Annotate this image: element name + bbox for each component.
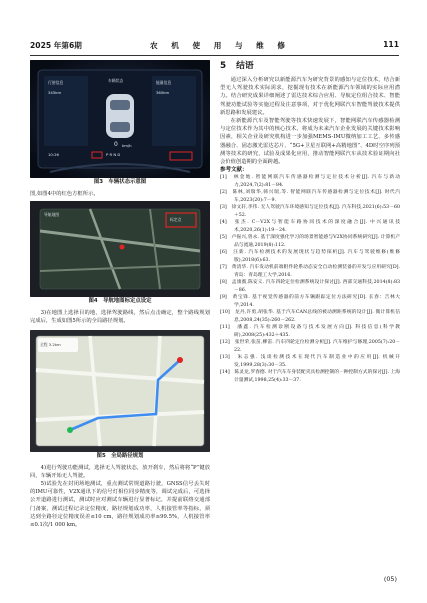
nav-title: 导航地图 (44, 212, 60, 218)
reference-item: [3] 徐文轩,李伟. 无人驾驶汽车环境感知与定位技术[J]. 汽车科技,2021(6):53－60＋52. (220, 205, 400, 218)
reference-item: [8] 孟康薇,陈安义. 汽车四轮定位检测系统设计探讨[J]. 西部交通科技,2014(8):83－86. (220, 280, 400, 293)
paragraph-step-4: 4)进行驾驶功能测试，选择无人驾驶状态，放开刹车，然后将将“P”键放回，车辆开始无人驾驶。 (30, 464, 210, 479)
conclusion-paragraph-2: 在新能源汽车及智能驾驶等技术快速发展下，智能网联汽车传感器检测与定位技术作为其中的核心技术，将成为未来汽车企业发展的关键技术影响因素，相关企业及研究机构进一步加强MEMS-IMU微纳加工工艺、多传感器融合、固态激光雷达芯片、“5G+卫星互联网+高精地图”、4D时空序列预测等技术的研究，试验及成果化应用，推动智能网联汽车从技术验证期向社会价值创造期的全面跨越。 (220, 118, 400, 166)
dash-panel-status: 车辆状态 (108, 78, 124, 83)
figure-path-planning-photo (30, 330, 210, 452)
paragraph-step-3: 3)在地图上选择目的地，选择驾驶路线，然后点击确定，整个路线规划完成后，生成如图5所示的全局路径规划。 (30, 310, 210, 325)
reference-item: [12] 张世荣,张苗,柳雷. 汽车四轮定位检测分析[J]. 汽车维护与修理,2005(7):20－22. (220, 340, 400, 353)
reference-item: [2] 陈林,刘瑞华,韩兴瑞,等. 智能网联汽车传感器检测与定位技术[J]. 时代汽车,2023(20):7－9. (220, 190, 400, 203)
conclusion-paragraph-1: 通过深入分析研究以新能源汽车为研究背景的感知与定位技术，结合新型无人驾驶技术实际需求，挖掘现有技术在新能源汽车领域的实际应用潜力。结合研究成果详细阐述了雷达技术综合应用、导航定位组合技术、智能驾驶功能试验等实施过程及注意事项，对于优化网联汽车智能驾驶技术提供新思路和发展建议。 (220, 77, 400, 116)
right-column (220, 60, 400, 384)
reference-item: [13] 朱志强. 浅谈检测技术在现代汽车制造业中的应用[J]. 机械开发,1999,28(3):30－35. (220, 355, 400, 368)
end-point-icon (177, 357, 183, 363)
path-plan-illustration (30, 330, 210, 452)
references-title: 参考文献： (220, 167, 248, 174)
map-pin-icon (120, 245, 125, 250)
reference-item: [1] 林金地. 智能网联汽车传感器检测与定位技术分析[J]. 汽车与新动力,2024,7(2):81－84. (220, 175, 400, 188)
dash-clock: 10:26 (48, 152, 59, 157)
section-number: 5 (220, 61, 227, 71)
page-number: 111 (383, 40, 399, 49)
issue-label: 2025 年第6期 (30, 41, 82, 50)
reference-item: [6] 汪新. 汽车检测技术的发展现状与趋势探析[J]. 汽车与驾驶维修(维修版),2018(6):63. (220, 250, 400, 263)
left-column (30, 60, 210, 529)
dash-gears: P R N D (106, 152, 121, 157)
paragraph-step-5: 5)试验先在封闭场地测试，重点测试常规道路行驶，GNSS信号丢失时的IMU可靠性，V2X通讯下的信号灯相位同步精度等，调试完成后，可选择公开道路进行测试，测试时应对测试车辆进行显著标记，并提前联络交通部门备案，测试过程记录定位精度，路径规划成功率，人机接管率等指标，须达到全路径定位精度误差≤10 cm，路径规划成功率≥99.5%，人机接管率≤0.1次/1 000 km。 (30, 481, 210, 529)
reference-item: [14] 陈灵龙,罗春德. 对于汽车车身装配夹具检测控制的一种控制方式的探讨[J]. 上海计量测试,1998,25(4):33－37. (220, 370, 400, 383)
header-rule (30, 55, 399, 56)
figure-3-caption: 图3 车辆状态示意图 (93, 179, 147, 185)
figure-4-caption: 图4 导航地图标定点设定 (88, 298, 152, 305)
reference-item: [10] 龙丹,许勇,胡张华. 基于汽车CAN总线的被动测距系统的设计[J]. 微计算机信息,2008,24(35):260－262. (220, 310, 400, 323)
reference-item: [5] 卢振兴,曾永. 基于深度强化学习的场景智能感与V2X协同系统研究[J]. 计算机产品与流通,2019(8):112. (220, 235, 400, 248)
journal-title: 农 机 使 用 与 维 修 (150, 41, 291, 50)
dash-range-right: 360km (156, 90, 170, 95)
reference-item: [4] 张杰. C－V2X与智能车路协同技术的深度融合[J]. 中兴通讯技术,2020,26(1):19－24. (220, 220, 400, 233)
section-title: 结语 (236, 61, 254, 71)
references-list (220, 174, 400, 384)
dash-speed: 0 (114, 141, 118, 148)
route-info: 全程 3.2km (40, 341, 61, 347)
figure-vehicle-status-photo (30, 60, 210, 178)
start-point-icon (67, 427, 73, 433)
reference-item: [11] 潘鑫. 汽车检测诊断设备与技术发展方向[J]. 科技信息(科学教研),2008(25):432＋435. (220, 325, 400, 338)
footer-code: (05) (383, 575, 397, 583)
reference-item: [7] 黄清华. 汽车发动机前端附件轮系动态安全自动检测装备的开发与应用研究[D]. 青岛：青岛理工大学,2016. (220, 265, 400, 278)
dash-panel-energy: 能量信息 (156, 80, 172, 85)
dash-range-left: 345km (48, 90, 62, 95)
figure-5-caption: 图5 全局路径规划 (96, 452, 144, 459)
section-heading (220, 60, 400, 72)
running-header (30, 40, 399, 54)
dash-speed-unit: km/h (122, 143, 132, 148)
nav-dest: 标定点 (170, 217, 182, 223)
figure-nav-map-photo (30, 201, 210, 297)
paragraph-intro: 图,如图4中的红色方框所示。 (30, 191, 99, 197)
reference-item: [9] 黄宝锋. 基于视觉传感器的前方车辆跟踪定位方法研究[D]. 长春：吉林大学,2014. (220, 295, 400, 308)
dash-panel-driving: 行驶信息 (48, 80, 64, 85)
